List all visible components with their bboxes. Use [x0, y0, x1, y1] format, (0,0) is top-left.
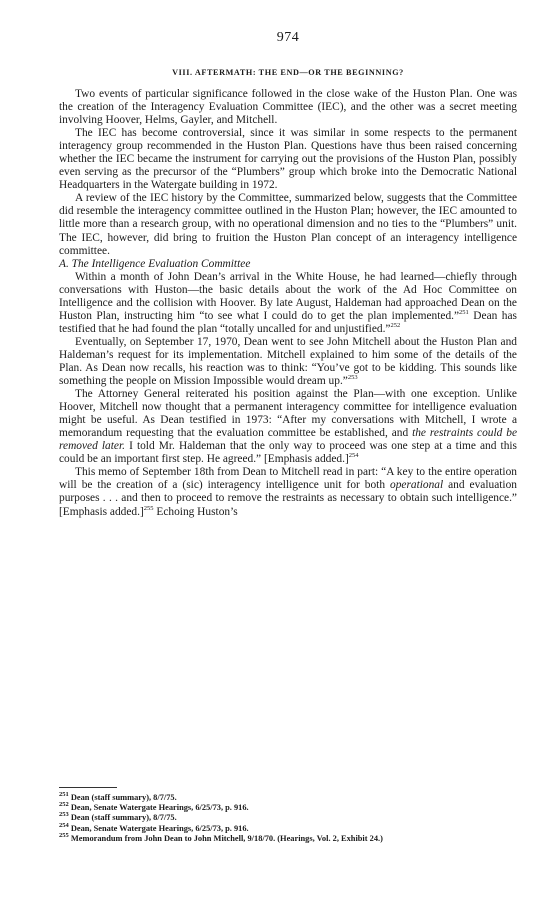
paragraph-7-emphasis: operational	[390, 479, 444, 492]
paragraph-3: A review of the IEC history by the Committee, summarized below, suggests that the Committee did resemble the interagency committee outlined in the Huston Plan; however, the IEC amounted to little more than a research group, with no operational dimension and no ties to the “Plumbers” unit. The IEC, however, did bring to fruition the Huston Plan concept of an interagency intelligence committee.	[59, 192, 517, 257]
paragraph-6	[59, 388, 517, 466]
footnote-number: 251	[59, 791, 69, 799]
paragraph-4-text-b: Dean has testified that he had found the plan “totally uncalled for and unjustified.”	[59, 309, 517, 335]
paragraph-6-text-a: The Attorney General reiterated his position against the Plan—with one exception. Unlike Hoover, Mitchell now thought that a permanent interagency committee for intelligence evaluation might be useful. As Dean testified in 1973: “After my conversations with Mitchell, I wrote a memorandum requesting that the evaluation committee be established, and	[59, 388, 517, 440]
footnote-item	[59, 793, 517, 803]
footnote-number: 254	[59, 821, 69, 829]
paragraph-6-emphasis: the restraints could be removed later.	[59, 427, 518, 453]
footnote-text: Dean (staff summary), 8/7/75.	[70, 793, 177, 802]
footnotes	[59, 793, 517, 844]
footnote-number: 255	[59, 832, 69, 840]
footnote-ref-254: 254	[348, 452, 359, 460]
footnote-text: Dean, Senate Watergate Hearings, 6/25/73, p. 916.	[70, 823, 249, 833]
footnote-number: 253	[59, 811, 69, 819]
paragraph-4	[59, 271, 517, 336]
section-heading: A. The Intelligence Evaluation Committee	[59, 257, 251, 270]
paragraph-5-text: Eventually, on September 17, 1970, Dean went to see John Mitchell about the Huston Plan and Haldeman’s request for its implementation. Mitchell explained to him some of the details of the Plan. As Dean now recalls, his reaction was to think: “You’ve got to be kidding. This sounds like something the people on Mission Impossible would dream up.”	[59, 335, 517, 388]
paragraph-7-text-a: This memo of September 18th from Dean to Mitchell read in part: “A key to the entire operation will be the creation of a (sic) interagency intelligence unit for both	[59, 466, 517, 492]
footnote-ref-251: 251	[459, 309, 469, 316]
footnote-text: Memorandum from John Dean to John Mitchell, 9/18/70. (Hearings, Vol. 2, Exhibit 24.)	[70, 833, 383, 843]
footnote-item	[59, 821, 517, 834]
paragraph-5	[59, 336, 517, 388]
footnote-ref-255: 255	[143, 504, 154, 512]
footnote-text: Dean, Senate Watergate Hearings, 6/25/73, p. 916.	[70, 803, 249, 813]
body-text	[59, 88, 517, 519]
footnote-text: Dean (staff summary), 8/7/75.	[70, 813, 177, 823]
running-head: VIII. AFTERMATH: THE END—OR THE BEGINNING?	[172, 68, 404, 77]
paragraph-2: The IEC has become controversial, since it was similar in some respects to the permanent interagency group recommended in the Huston Plan. Questions have thus been raised concerning whether the IEC became the instrument for carrying out the provisions of the Huston Plan, possibly even serving as the precursor of the “Plumbers” group which broke into the Democratic National Headquarters in the Watergate building in 1972.	[59, 127, 517, 192]
footnote-number: 252	[59, 801, 69, 809]
footnote-item	[59, 834, 517, 844]
footnote-item	[59, 803, 517, 813]
footnote-ref-252: 252	[390, 322, 401, 330]
paragraph-6-text-b: I told Mr. Haldeman that the only way to proceed was one step at a time and this could be an important first step. He agreed.” [Emphasis added.]	[59, 440, 517, 466]
paragraph-4-text-a: Within a month of John Dean’s arrival in the White House, he had learned—chiefly through conversations with Huston—the basic details about the work of the Ad Hoc Committee on Intelligence and the collision with Hoover. By late August, Haldeman had approached Dean on the Huston Plan, instructing him “to see what I could do to get the plan implemented.”	[59, 270, 517, 322]
paragraph-1: Two events of particular significance followed in the close wake of the Huston Plan. One was the creation of the Interagency Evaluation Committee (IEC), and the other was a secret meeting involving Hoover, Helms, Gayler, and Mitchell.	[59, 88, 517, 127]
paragraph-7	[59, 466, 517, 518]
footnote-divider	[59, 787, 117, 788]
paragraph-7-text-b: and evaluation purposes . . . and then to proceed to remove the restraints as necessary to obtain such intelligence.” [Emphasis added.]	[59, 479, 517, 518]
page-number: 974	[276, 30, 300, 45]
paragraph-7-text-c: Echoing Huston’s	[153, 505, 238, 518]
footnote-item	[59, 813, 517, 823]
footnote-ref-253: 253	[347, 374, 358, 382]
